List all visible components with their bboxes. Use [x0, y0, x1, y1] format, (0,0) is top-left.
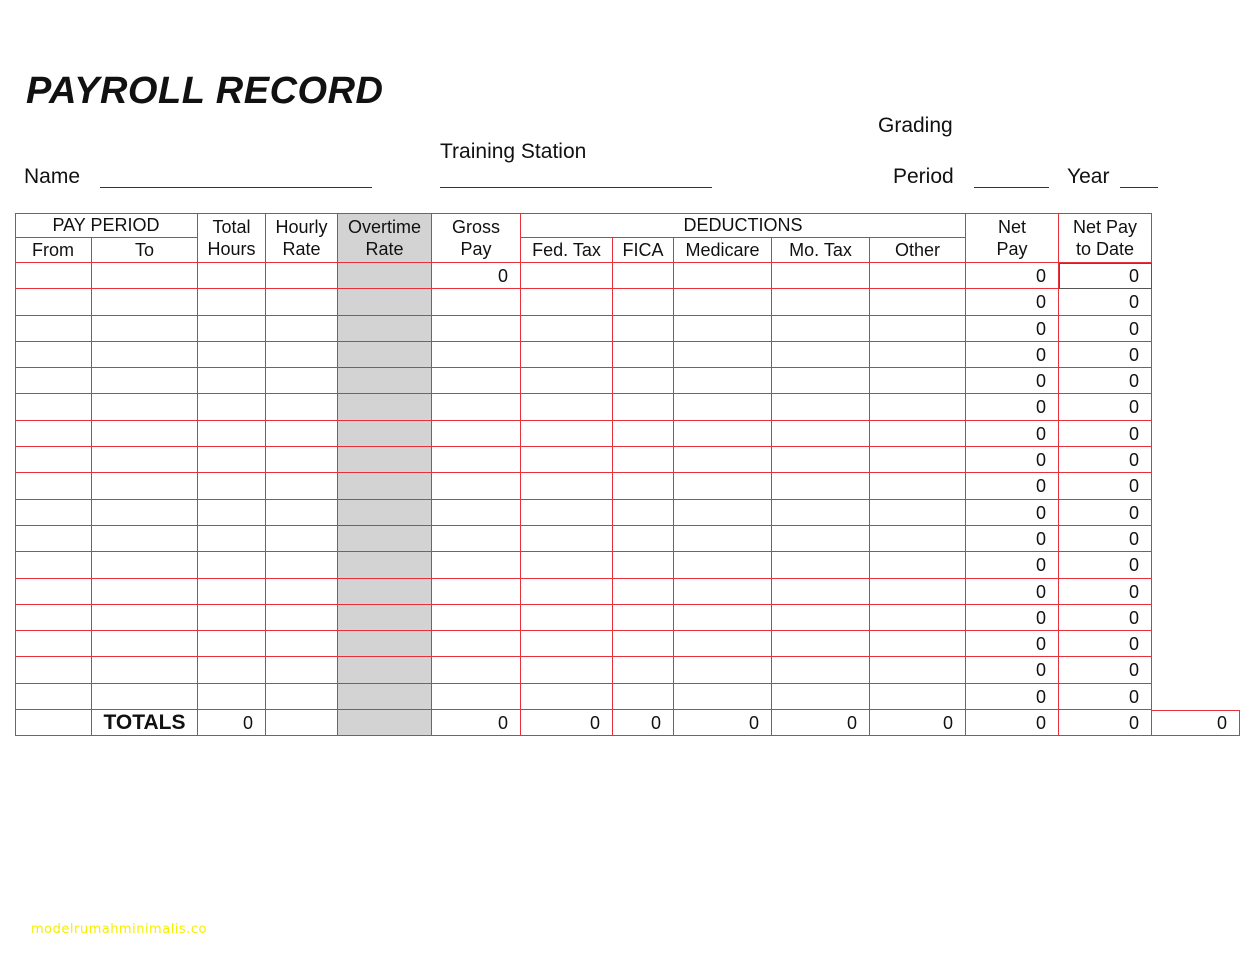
cell-net-pay-to-date[interactable]: 0 [1059, 552, 1152, 579]
cell-hourly-rate[interactable] [266, 263, 338, 289]
cell-total-hours[interactable] [198, 500, 266, 526]
cell-net-pay-to-date[interactable]: 0 [1059, 316, 1152, 342]
cell-fed-tax[interactable] [521, 657, 613, 684]
cell-hourly-rate[interactable] [266, 316, 338, 342]
cell-gross-pay[interactable] [432, 368, 521, 394]
cell-from[interactable] [15, 394, 92, 421]
header-overtime-rate-line-2: Rate [365, 238, 404, 259]
cell-overtime-rate[interactable] [338, 316, 432, 342]
cell-fed-tax[interactable] [521, 316, 613, 342]
cell-net-pay[interactable]: 0 [966, 316, 1059, 342]
cell-fed-tax[interactable] [521, 579, 613, 605]
cell-gross-pay[interactable] [432, 342, 521, 368]
cell-fed-tax[interactable] [521, 289, 613, 316]
cell-to[interactable] [92, 526, 198, 552]
cell-other[interactable] [870, 421, 966, 447]
cell-fed-tax[interactable] [521, 368, 613, 394]
cell-from[interactable] [15, 421, 92, 447]
header-net-pay [966, 213, 1059, 263]
cell-net-pay[interactable]: 0 [966, 473, 1059, 500]
cell-hourly-rate[interactable] [266, 631, 338, 657]
cell-net-pay[interactable]: 0 [966, 579, 1059, 605]
cell-hourly-rate[interactable] [266, 447, 338, 473]
cell-total-hours[interactable] [198, 263, 266, 289]
header-overtime-rate [338, 213, 432, 263]
cell-other[interactable] [870, 631, 966, 657]
cell-fed-tax[interactable] [521, 605, 613, 631]
cell-total-hours[interactable] [198, 631, 266, 657]
cell-total-hours[interactable] [198, 447, 266, 473]
header-mo-tax: Mo. Tax [772, 238, 870, 263]
cell-fica[interactable] [613, 289, 674, 316]
cell-net-pay[interactable]: 0 [966, 289, 1059, 316]
cell-net-pay-to-date[interactable]: 0 [1059, 368, 1152, 394]
cell-gross-pay[interactable] [432, 421, 521, 447]
cell-to[interactable] [92, 684, 198, 710]
cell-fica[interactable] [613, 447, 674, 473]
cell-to[interactable] [92, 316, 198, 342]
cell-from[interactable] [15, 684, 92, 710]
cell-overtime-rate[interactable] [338, 657, 432, 684]
cell-fica[interactable] [613, 473, 674, 500]
cell-fica[interactable] [613, 552, 674, 579]
cell-mo-tax[interactable] [772, 526, 870, 552]
cell-mo-tax[interactable] [772, 657, 870, 684]
cell-hourly-rate[interactable] [266, 473, 338, 500]
header-gross-pay-line-2: Pay [460, 238, 492, 259]
cell-hourly-rate[interactable] [266, 552, 338, 579]
cell-medicare[interactable] [674, 263, 772, 289]
cell-mo-tax[interactable] [772, 316, 870, 342]
cell-total-hours[interactable] [198, 316, 266, 342]
cell-hourly-rate[interactable] [266, 605, 338, 631]
cell-total-hours[interactable] [198, 605, 266, 631]
cell-other[interactable] [870, 579, 966, 605]
cell-mo-tax[interactable] [772, 394, 870, 421]
cell-fed-tax[interactable] [521, 447, 613, 473]
cell-medicare[interactable] [674, 421, 772, 447]
training-station-label: Training Station [440, 140, 587, 163]
header-net-pay-to-date-line-2: to Date [1075, 238, 1135, 259]
cell-net-pay-to-date[interactable]: 0 [1059, 526, 1152, 552]
cell-net-pay[interactable]: 0 [966, 684, 1059, 710]
cell-fed-tax[interactable] [521, 263, 613, 289]
cell-to[interactable] [92, 447, 198, 473]
cell-from[interactable] [15, 473, 92, 500]
cell-overtime-rate[interactable] [338, 579, 432, 605]
cell-to[interactable] [92, 289, 198, 316]
totals-blank[interactable] [15, 710, 92, 736]
cell-from[interactable] [15, 447, 92, 473]
cell-net-pay-to-date[interactable]: 0 [1059, 342, 1152, 368]
cell-fica[interactable] [613, 316, 674, 342]
cell-from[interactable] [15, 631, 92, 657]
cell-gross-pay[interactable] [432, 500, 521, 526]
totals-label: TOTALS [92, 710, 198, 736]
header-total-hours [198, 213, 266, 263]
cell-net-pay[interactable]: 0 [966, 421, 1059, 447]
cell-hourly-rate[interactable] [266, 657, 338, 684]
cell-medicare[interactable] [674, 684, 772, 710]
cell-mo-tax[interactable] [772, 368, 870, 394]
cell-other[interactable] [870, 342, 966, 368]
cell-total-hours[interactable] [198, 657, 266, 684]
totals-extra-border-top [1152, 710, 1240, 711]
watermark: modelrumahminimalis.co [31, 922, 207, 937]
header-to: To [92, 238, 198, 263]
totals-total-hours: 0 [198, 710, 266, 736]
cell-fed-tax[interactable] [521, 500, 613, 526]
cell-overtime-rate[interactable] [338, 394, 432, 421]
header-net-pay-to-date-line-1: Net Pay [1072, 216, 1138, 237]
cell-gross-pay[interactable] [432, 657, 521, 684]
cell-to[interactable] [92, 368, 198, 394]
cell-fica[interactable] [613, 605, 674, 631]
cell-mo-tax[interactable] [772, 342, 870, 368]
cell-gross-pay[interactable] [432, 526, 521, 552]
cell-gross-pay[interactable] [432, 605, 521, 631]
cell-total-hours[interactable] [198, 368, 266, 394]
header-overtime-rate-line-1: Overtime [347, 216, 421, 237]
cell-net-pay[interactable]: 0 [966, 447, 1059, 473]
header-hourly-rate [266, 213, 338, 263]
cell-fica[interactable] [613, 263, 674, 289]
cell-other[interactable] [870, 552, 966, 579]
cell-from[interactable] [15, 579, 92, 605]
cell-fica[interactable] [613, 500, 674, 526]
cell-mo-tax[interactable] [772, 684, 870, 710]
cell-medicare[interactable] [674, 631, 772, 657]
cell-hourly-rate[interactable] [266, 421, 338, 447]
cell-fed-tax[interactable] [521, 394, 613, 421]
cell-overtime-rate[interactable] [338, 473, 432, 500]
cell-net-pay[interactable]: 0 [966, 500, 1059, 526]
cell-net-pay-to-date[interactable]: 0 [1059, 394, 1152, 421]
cell-medicare[interactable] [674, 342, 772, 368]
cell-net-pay-to-date[interactable]: 0 [1059, 579, 1152, 605]
cell-other[interactable] [870, 447, 966, 473]
cell-mo-tax[interactable] [772, 289, 870, 316]
cell-net-pay[interactable]: 0 [966, 342, 1059, 368]
totals-other: 0 [870, 710, 966, 736]
cell-total-hours[interactable] [198, 342, 266, 368]
cell-other[interactable] [870, 500, 966, 526]
cell-other[interactable] [870, 316, 966, 342]
cell-medicare[interactable] [674, 394, 772, 421]
cell-fica[interactable] [613, 526, 674, 552]
cell-to[interactable] [92, 342, 198, 368]
cell-other[interactable] [870, 684, 966, 710]
cell-fica[interactable] [613, 579, 674, 605]
cell-fica[interactable] [613, 421, 674, 447]
cell-hourly-rate[interactable] [266, 500, 338, 526]
header-total-hours-line-2: Hours [207, 238, 256, 259]
totals-gross-pay: 0 [432, 710, 521, 736]
cell-medicare[interactable] [674, 526, 772, 552]
header-fed-tax: Fed. Tax [521, 238, 613, 263]
cell-fica[interactable] [613, 368, 674, 394]
header-net-pay-line-1: Net [997, 216, 1026, 237]
cell-to[interactable] [92, 500, 198, 526]
totals-medicare: 0 [674, 710, 772, 736]
cell-mo-tax[interactable] [772, 579, 870, 605]
cell-hourly-rate[interactable] [266, 368, 338, 394]
cell-medicare[interactable] [674, 289, 772, 316]
cell-net-pay-to-date[interactable]: 0 [1059, 657, 1152, 684]
cell-to[interactable] [92, 605, 198, 631]
cell-mo-tax[interactable] [772, 552, 870, 579]
cell-from[interactable] [15, 263, 92, 289]
cell-overtime-rate[interactable] [338, 526, 432, 552]
cell-gross-pay[interactable] [432, 447, 521, 473]
cell-total-hours[interactable] [198, 394, 266, 421]
header-net-pay-to-date [1059, 213, 1152, 263]
cell-overtime-rate[interactable] [338, 447, 432, 473]
cell-total-hours[interactable] [198, 684, 266, 710]
cell-to[interactable] [92, 552, 198, 579]
cell-to[interactable] [92, 657, 198, 684]
cell-gross-pay[interactable] [432, 579, 521, 605]
name-field[interactable] [100, 187, 372, 188]
cell-gross-pay[interactable] [432, 473, 521, 500]
year-field[interactable] [1120, 187, 1158, 188]
cell-medicare[interactable] [674, 316, 772, 342]
cell-total-hours[interactable] [198, 579, 266, 605]
header-deductions: DEDUCTIONS [521, 213, 966, 238]
cell-net-pay-to-date[interactable]: 0 [1059, 473, 1152, 500]
header-net-pay-line-2: Pay [996, 238, 1028, 259]
cell-medicare[interactable] [674, 473, 772, 500]
cell-other[interactable] [870, 289, 966, 316]
cell-net-pay-to-date[interactable]: 0 [1059, 289, 1152, 316]
cell-net-pay[interactable]: 0 [966, 394, 1059, 421]
cell-gross-pay[interactable] [432, 289, 521, 316]
cell-overtime-rate[interactable] [338, 342, 432, 368]
cell-other[interactable] [870, 394, 966, 421]
totals-fica: 0 [613, 710, 674, 736]
cell-net-pay-to-date[interactable]: 0 [1059, 500, 1152, 526]
cell-to[interactable] [92, 263, 198, 289]
totals-hourly-rate[interactable] [266, 710, 338, 736]
cell-gross-pay[interactable] [432, 316, 521, 342]
cell-to[interactable] [92, 631, 198, 657]
cell-fica[interactable] [613, 684, 674, 710]
header-hourly-rate-line-2: Rate [282, 238, 321, 259]
cell-to[interactable] [92, 421, 198, 447]
cell-from[interactable] [15, 526, 92, 552]
cell-hourly-rate[interactable] [266, 526, 338, 552]
cell-gross-pay[interactable] [432, 684, 521, 710]
cell-gross-pay[interactable]: 0 [432, 263, 521, 289]
cell-mo-tax[interactable] [772, 447, 870, 473]
cell-overtime-rate[interactable] [338, 289, 432, 316]
cell-hourly-rate[interactable] [266, 289, 338, 316]
header-from: From [15, 238, 92, 263]
cell-other[interactable] [870, 605, 966, 631]
cell-medicare[interactable] [674, 368, 772, 394]
cell-net-pay-to-date[interactable]: 0 [1059, 631, 1152, 657]
cell-from[interactable] [15, 552, 92, 579]
cell-mo-tax[interactable] [772, 473, 870, 500]
training-station-field[interactable] [440, 187, 712, 188]
year-label: Year [1067, 165, 1110, 188]
header-pay-period: PAY PERIOD [15, 213, 198, 238]
cell-net-pay[interactable]: 0 [966, 657, 1059, 684]
cell-overtime-rate[interactable] [338, 500, 432, 526]
cell-net-pay[interactable]: 0 [966, 631, 1059, 657]
header-gross-pay [432, 213, 521, 263]
cell-hourly-rate[interactable] [266, 684, 338, 710]
cell-medicare[interactable] [674, 447, 772, 473]
cell-medicare[interactable] [674, 579, 772, 605]
header-medicare: Medicare [674, 238, 772, 263]
cell-overtime-rate[interactable] [338, 421, 432, 447]
cell-mo-tax[interactable] [772, 421, 870, 447]
cell-mo-tax[interactable] [772, 605, 870, 631]
cell-overtime-rate[interactable] [338, 605, 432, 631]
header-other: Other [870, 238, 966, 263]
grading-label: Grading [878, 114, 953, 137]
header-total-hours-line-1: Total [212, 216, 251, 237]
cell-other[interactable] [870, 263, 966, 289]
cell-from[interactable] [15, 316, 92, 342]
cell-fed-tax[interactable] [521, 552, 613, 579]
cell-mo-tax[interactable] [772, 500, 870, 526]
cell-other[interactable] [870, 473, 966, 500]
cell-to[interactable] [92, 579, 198, 605]
header-hourly-rate-line-1: Hourly [275, 216, 328, 237]
cell-total-hours[interactable] [198, 289, 266, 316]
cell-net-pay-to-date[interactable]: 0 [1059, 421, 1152, 447]
cell-total-hours[interactable] [198, 526, 266, 552]
table-border-left [15, 213, 16, 736]
cell-fed-tax[interactable] [521, 631, 613, 657]
cell-gross-pay[interactable] [432, 394, 521, 421]
cell-fed-tax[interactable] [521, 421, 613, 447]
cell-overtime-rate[interactable] [338, 263, 432, 289]
cell-medicare[interactable] [674, 657, 772, 684]
cell-net-pay-to-date[interactable]: 0 [1059, 684, 1152, 710]
cell-overtime-rate[interactable] [338, 552, 432, 579]
cell-from[interactable] [15, 500, 92, 526]
cell-fed-tax[interactable] [521, 684, 613, 710]
cell-net-pay[interactable]: 0 [966, 552, 1059, 579]
cell-net-pay-to-date[interactable]: 0 [1059, 605, 1152, 631]
cell-medicare[interactable] [674, 605, 772, 631]
cell-total-hours[interactable] [198, 421, 266, 447]
cell-net-pay[interactable]: 0 [966, 368, 1059, 394]
cell-from[interactable] [15, 368, 92, 394]
totals-extra: 0 [1152, 710, 1240, 736]
cell-fed-tax[interactable] [521, 473, 613, 500]
cell-overtime-rate[interactable] [338, 684, 432, 710]
cell-mo-tax[interactable] [772, 263, 870, 289]
cell-hourly-rate[interactable] [266, 342, 338, 368]
totals-net-pay: 0 [966, 710, 1059, 736]
cell-fica[interactable] [613, 631, 674, 657]
cell-total-hours[interactable] [198, 552, 266, 579]
cell-to[interactable] [92, 394, 198, 421]
cell-from[interactable] [15, 657, 92, 684]
page-title: PAYROLL RECORD [26, 70, 384, 112]
cell-fica[interactable] [613, 657, 674, 684]
cell-from[interactable] [15, 342, 92, 368]
cell-mo-tax[interactable] [772, 631, 870, 657]
cell-net-pay[interactable]: 0 [966, 526, 1059, 552]
totals-net-pay-to-date: 0 [1059, 710, 1152, 736]
cell-fica[interactable] [613, 394, 674, 421]
cell-hourly-rate[interactable] [266, 394, 338, 421]
cell-fed-tax[interactable] [521, 526, 613, 552]
cell-overtime-rate[interactable] [338, 368, 432, 394]
cell-fed-tax[interactable] [521, 342, 613, 368]
cell-other[interactable] [870, 526, 966, 552]
cell-gross-pay[interactable] [432, 552, 521, 579]
cell-net-pay[interactable]: 0 [966, 605, 1059, 631]
cell-overtime-rate[interactable] [338, 631, 432, 657]
totals-overtime-rate[interactable] [338, 710, 432, 736]
cell-hourly-rate[interactable] [266, 579, 338, 605]
cell-net-pay-to-date[interactable]: 0 [1059, 263, 1152, 289]
cell-from[interactable] [15, 605, 92, 631]
cell-gross-pay[interactable] [432, 631, 521, 657]
cell-to[interactable] [92, 473, 198, 500]
totals-fed-tax: 0 [521, 710, 613, 736]
cell-other[interactable] [870, 657, 966, 684]
header-fica: FICA [613, 238, 674, 263]
table-border-top [15, 213, 1152, 214]
period-label: Period [893, 165, 954, 188]
cell-medicare[interactable] [674, 500, 772, 526]
cell-net-pay[interactable]: 0 [966, 263, 1059, 289]
cell-from[interactable] [15, 289, 92, 316]
cell-medicare[interactable] [674, 552, 772, 579]
cell-other[interactable] [870, 368, 966, 394]
totals-mo-tax: 0 [772, 710, 870, 736]
cell-net-pay-to-date[interactable]: 0 [1059, 447, 1152, 473]
cell-total-hours[interactable] [198, 473, 266, 500]
name-label: Name [24, 165, 81, 188]
header-gross-pay-line-1: Gross [451, 216, 500, 237]
period-field[interactable] [974, 187, 1049, 188]
cell-fica[interactable] [613, 342, 674, 368]
